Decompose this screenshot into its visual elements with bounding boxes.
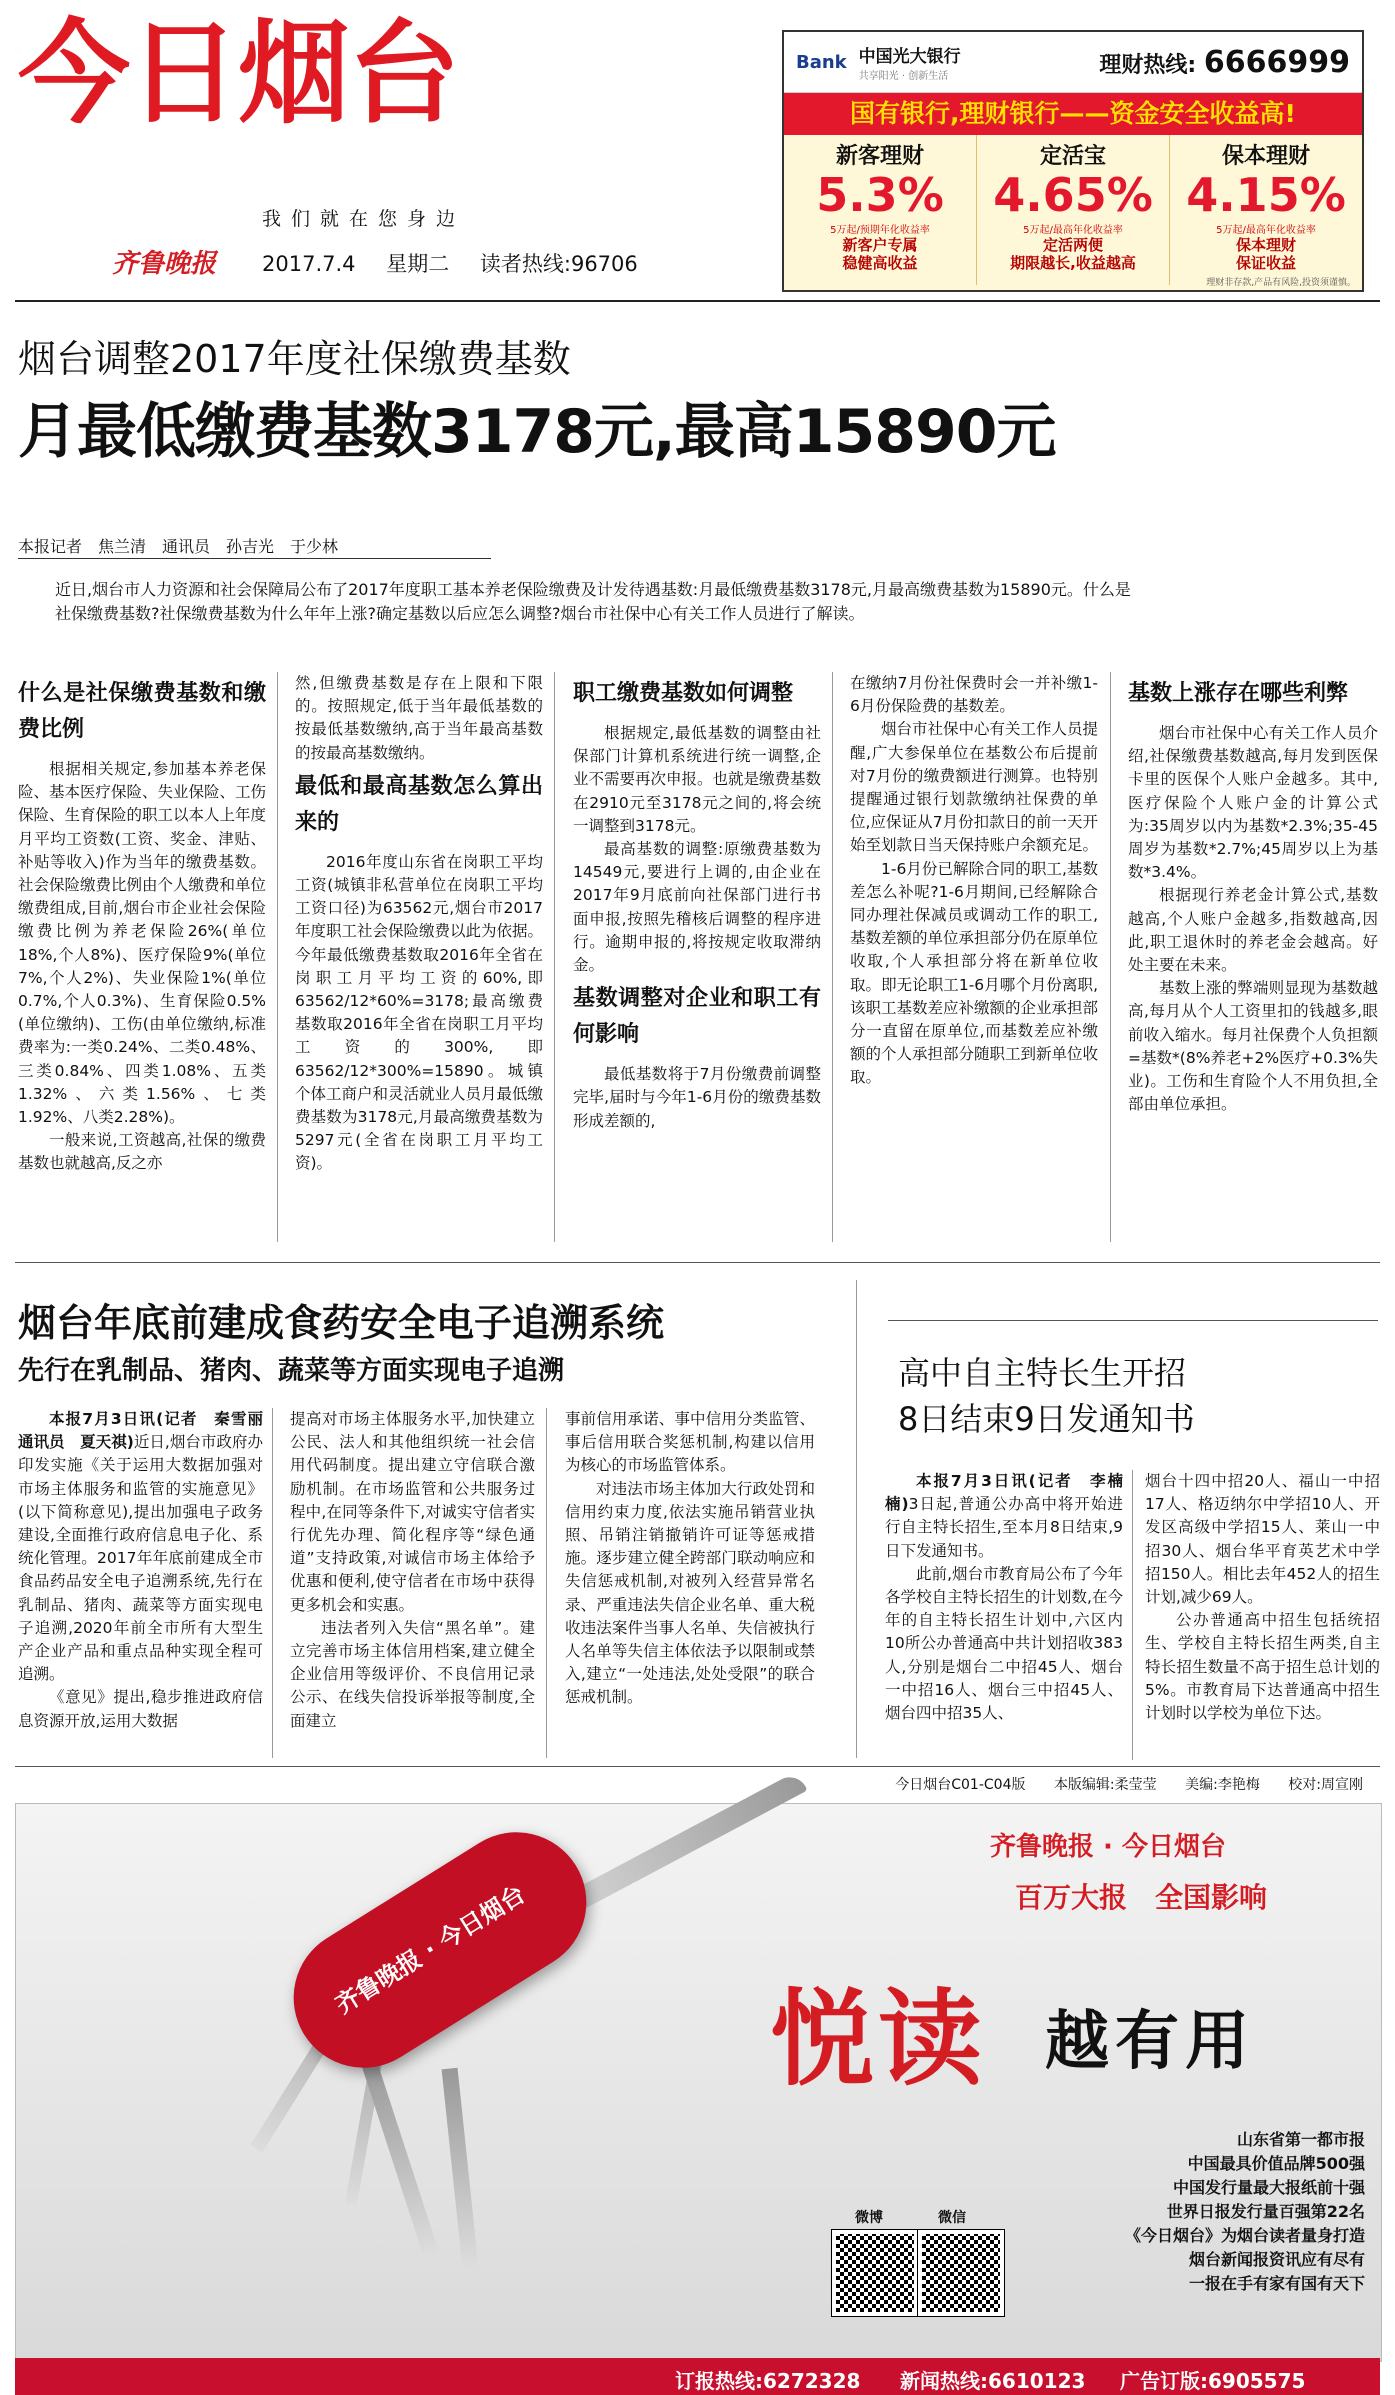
article3-column-2 <box>1145 1470 1380 1725</box>
product-rate: 4.65% <box>993 168 1153 222</box>
promo-headline-2: 越有用 <box>1045 2005 1255 2079</box>
promo-hotline-bar <box>15 2358 1380 2395</box>
product-name: 新客理财 <box>835 144 924 169</box>
section-heading: 什么是社保缴费基数和缴费比例 <box>18 681 266 742</box>
bank-advertisement <box>782 30 1364 292</box>
promo-headline: 悦读 <box>770 1978 987 2100</box>
bank-product <box>784 135 977 285</box>
promo-feature: 烟台新闻报资讯应有尽有 <box>1188 2250 1365 2269</box>
article1-column-3 <box>573 672 821 1133</box>
product-name: 定活宝 <box>1039 144 1106 169</box>
bank-tagline: 共享阳光 · 创新生活 <box>858 71 949 82</box>
article1-column-4 <box>850 672 1098 1090</box>
bank-name: 中国光大银行 <box>858 47 961 67</box>
paragraph: 然,但缴费基数是存在上限和下限的。按照规定,低于当年最低基数的按最低基数缴纳,高于当年最高基数的按最高基数缴纳。 <box>295 674 543 762</box>
paragraph: 根据规定,最低基数的调整由社保部门计算机系统进行统一调整,企业不需要再次申报。也就是缴费基数在2910元至3178元之间的,将会统一调整到3178元。 <box>573 724 822 835</box>
paragraph: 此前,烟台市教育局公布了今年各学校自主特长招生的计划数,在今年的自主特长招生计划中,六区内10所公办普通高中共计划招收383人,分别是烟台二中招45人、烟台一中招16人、烟台三中招45人、烟台四中招35人、 <box>885 1564 1123 1723</box>
article2-column-2 <box>290 1408 535 1733</box>
paper-logo: 齐鲁晚报 <box>112 249 217 279</box>
credit-proof: 校对:周宣刚 <box>1288 1777 1363 1793</box>
dateline <box>262 248 662 278</box>
paragraph: 一般来说,工资越高,社保的缴费基数也就越高,反之亦 <box>18 1131 266 1173</box>
article2-subtitle: 先行在乳制品、猪肉、蔬菜等方面实现电子追溯 <box>18 1356 565 1386</box>
promo-features <box>1060 2128 1365 2296</box>
article3-title-line: 高中自主特长生开招 <box>898 1354 1187 1392</box>
paragraph: 违法者列入失信“黑名单”。建立完善市场主体信用档案,建立健全企业信用等级评价、不良信用记录公示、在线失信投诉举报等制度,全面建立 <box>290 1618 535 1730</box>
page-credits <box>871 1774 1363 1794</box>
bank-banner: 国有银行,理财银行——资金安全收益高! <box>784 93 1362 135</box>
bank-product <box>977 135 1170 285</box>
paragraph: 在缴纳7月份社保费时会一并补缴1-6月份保险费的基数差。 <box>850 674 1098 716</box>
reader-hotline: 读者热线:96706 <box>479 252 638 276</box>
paragraph-text: 近日,烟台市政府办印发实施《关于运用大数据加强对市场主体服务和监管的实施意见》(以下简称意见),提出加强电子政务建设,全面推行政府信息电子化、系统化管理。2017年年底前建成全市食品药品安全电子追溯系统,先行在乳制品、猪肉、蔬菜等方面实现电子追溯,2020年前全市所有大型生产企业产品和重点品种实现全程可追溯。 <box>18 1433 263 1684</box>
column-rule <box>1110 672 1111 1242</box>
promo-feature: 中国发行量最大报纸前十强 <box>1172 2178 1365 2197</box>
section-heading: 基数上涨存在哪些利弊 <box>1128 681 1349 706</box>
product-desc: 保证收益 <box>1235 253 1296 272</box>
bank-header <box>784 32 1362 93</box>
byline-rule <box>18 558 491 559</box>
paragraph: 根据现行养老金计算公式,基数越高,个人账户金越多,指数越高,因此,职工退休时的养老金会越高。好处主要在未来。 <box>1128 886 1378 975</box>
article1-lead <box>55 578 1140 626</box>
article1-kicker: 烟台调整2017年度社保缴费基数 <box>18 337 571 381</box>
promo-slogan: 百万大报 全国影响 <box>1015 1881 1268 1914</box>
knife-text: 齐鲁晚报 · 今日烟台 <box>330 1880 531 2020</box>
article2-title: 烟台年底前建成食药安全电子追溯系统 <box>18 1301 665 1345</box>
bank-hotline-number: 6666999 <box>1203 44 1350 80</box>
promo-feature: 中国最具价值品牌500强 <box>1187 2154 1365 2173</box>
product-desc: 保本理财 <box>1235 235 1296 254</box>
promo-logo: 齐鲁晚报 · 今日烟台 <box>990 1832 1226 1862</box>
credit-art: 美编:李艳梅 <box>1185 1777 1260 1793</box>
paragraph: 最高基数的调整:原缴费基数为14549元,要进行上调的,由企业在2017年9月底前向社保部门进行书面申报,按照先稽核后调整的程序进行。逾期申报的,将按规定收取滞纳金。 <box>573 840 821 975</box>
paragraph <box>885 1470 1123 1563</box>
product-desc: 定活两便 <box>1042 235 1103 254</box>
promo-feature: 《今日烟台》为烟台读者量身打造 <box>1124 2226 1365 2245</box>
issue-date: 2017.7.4 <box>262 252 356 276</box>
article3-title-line: 8日结束9日发通知书 <box>898 1400 1195 1438</box>
section-divider <box>15 1262 1380 1263</box>
article2-column-3 <box>565 1408 815 1710</box>
paragraph: 提高对市场主体服务水平,加快建立公民、法人和其他组织统一社会信用代码制度。提出建立守信联合激励机制。在市场监管和公共服务过程中,在同等条件下,对诚实守信者实行优先办理、简化程序等“绿色通道”支持政策,对诚信市场主体给予优惠和便利,使守信者在市场中获得更多机会和实惠。 <box>290 1410 535 1614</box>
product-desc: 稳健高收益 <box>842 253 918 272</box>
article1-byline: 本报记者 焦兰清 通讯员 孙吉光 于少林 <box>18 537 339 556</box>
column-rule <box>277 672 278 1242</box>
bank-products <box>784 135 1362 285</box>
weibo-label: 微博 <box>855 2210 883 2226</box>
promo-feature: 一报在手有家有国有天下 <box>1188 2274 1365 2293</box>
column-rule <box>554 672 555 1242</box>
paragraph: 事前信用承诺、事中信用分类监管、事后信用联合奖惩机制,构建以信用为核心的市场监管体系。 <box>565 1410 815 1475</box>
section-heading: 最低和最高基数怎么算出来的 <box>295 773 543 835</box>
article1-column-2 <box>295 672 543 1176</box>
paragraph: 2016年度山东省在岗职工平均工资(城镇非私营单位在岗职工平均工资口径)为63562元,烟台市2017年度职工社会保险缴费以此为依据。今年最低缴费基数取2016年全省在岗职工月平均工资的60%,即63562/12*60%=3178;最高缴费基数取2016年全省在岗职工月平均工资的300%,即63562/12*300%=15890。城镇个体工商户和灵活就业人员月最低缴费基数为3178元,月最高缴费基数为5297元(全省在岗职工月平均工资)。 <box>295 852 544 1173</box>
credits-rule <box>15 1766 1380 1767</box>
product-note: 5万起/最高年化收益率 <box>1023 224 1123 236</box>
masthead-slogan: 我们就在您身边 <box>262 208 466 230</box>
article1-column-1 <box>18 672 266 1176</box>
lead-text: 近日,烟台市人力资源和社会保障局公布了2017年度职工基本养老保险缴费及计发待遇基数:月最低缴费基数3178元,月最高缴费基数为15890元。什么是社保缴费基数?社保缴费基数为什么年年上涨?确定基数以后应怎么调整?烟台市社保中心有关工作人员进行了解读。 <box>55 580 1131 623</box>
bank-hotline-label: 理财热线: <box>1099 52 1197 78</box>
dateline-lead: 本报7月3日讯(记者 秦雪丽 通讯员 夏天祺) <box>18 1410 279 1452</box>
paragraph: 烟台十四中招20人、福山一中招17人、格迈纳尔中学招10人、开发区高级中学招15人、莱山一中招30人、烟台华平育英艺术中学招150人。相比去年452人的招生计划,减少69人。 <box>1145 1472 1380 1607</box>
article3-top-rule <box>888 1320 1378 1321</box>
product-note: 5万起/预期年化收益率 <box>830 224 930 236</box>
product-note: 5万起/最高年化收益率 <box>1216 224 1316 236</box>
masthead-divider <box>15 300 1380 302</box>
paragraph: 基数上涨的弊端则显现为基数越高,每月从个人工资里扣的钱越多,眼前收入缩水。每月社保费个人负担额=基数*(8%养老+2%医疗+0.3%失业)。工伤和生育险个人不用负担,全部由单位承担。 <box>1128 979 1378 1114</box>
subscribe-hotline: 订报热线:6272328 <box>675 2369 861 2393</box>
paragraph: 根据相关规定,参加基本养老保险、基本医疗保险、失业保险、工伤保险、生育保险的职工以本人上年度月平均工资数(工资、奖金、津贴、补贴等收入)作为当年的缴费基数。社会保险缴费比例由个人缴费和单位缴费组成,目前,烟台市企业社会保险缴费比例为养老保险26%(单位18%,个人8%)、医疗保险9%(单位7%,个人2%)、失业保险1%(单位0.7%,个人0.3%)、生育保险0.5%(单位缴纳)、工伤(由单位缴纳,标准费率为:一类0.24%、二类0.48%、三类0.84%、四类1.08%、五类1.32%、六类1.56%、七类1.92%、八类2.28%)。 <box>18 760 267 1127</box>
weixin-qr-code-icon[interactable] <box>918 2230 1004 2316</box>
bank-hotline <box>1099 45 1350 80</box>
bank-disclaimer: 理财非存款,产品有风险,投资须谨慎。 <box>1206 278 1356 288</box>
column-rule <box>546 1408 547 1758</box>
article2-column-1 <box>18 1408 279 1733</box>
bank-logo: Bank <box>796 51 847 73</box>
credit-section: 今日烟台C01-C04版 <box>895 1777 1026 1793</box>
paragraph: 1-6月份已解除合同的职工,基数差怎么补呢?1-6月期间,已经解除合同办理社保减员或调动工作的职工,基数差额的单位承担部分仍在原单位收取,个人承担部分将在新单位收取。即无论职工1-6月哪个月份离职,该职工基数差应补缴额的企业承担部分一直留在原单位,而基数差应补缴额的个人承担部分随职工到新单位收取。 <box>850 859 1099 1087</box>
product-rate: 4.15% <box>1186 168 1346 222</box>
promo-feature: 山东省第一都市报 <box>1236 2130 1365 2149</box>
paragraph: 最低基数将于7月份缴费前调整完毕,届时与今年1-6月份的缴费基数形成差额的, <box>573 1065 821 1130</box>
section-rule <box>856 1280 857 1758</box>
column-rule <box>1132 1470 1133 1760</box>
article3-title <box>898 1350 1195 1442</box>
paragraph: 《意见》提出,稳步推进政府信息资源开放,运用大数据 <box>18 1688 263 1730</box>
product-name: 保本理财 <box>1221 144 1310 169</box>
weixin-label: 微信 <box>938 2210 966 2226</box>
paragraph: 公办普通高中招生包括统招生、学校自主特长招生两类,自主特长招生数量不高于招生总计划的5%。市教育局下达普通高中招生计划时以学校为单位下达。 <box>1145 1611 1380 1723</box>
ads-hotline: 广告订版:6905575 <box>1120 2369 1306 2393</box>
product-desc: 期限越长,收益越高 <box>1010 253 1136 272</box>
article3-column-1 <box>885 1470 1123 1725</box>
section-heading: 职工缴费基数如何调整 <box>573 681 794 706</box>
paragraph <box>18 1408 279 1686</box>
product-desc: 新客户专属 <box>842 235 918 254</box>
paragraph: 烟台市社保中心有关工作人员介绍,社保缴费基数越高,每月发到医保卡里的医保个人账户金越多。其中,医疗保险个人账户金的计算公式为:35周岁以内为基数*2.3%;35-45周岁为基数*2.7%;45周岁以上为基数*3.4%。 <box>1128 724 1378 882</box>
issue-weekday: 星期二 <box>386 252 450 276</box>
paragraph: 对违法市场主体加大行政处罚和信用约束力度,依法实施吊销营业执照、吊销注销撤销许可证等惩戒措施。逐步建立健全跨部门联动响应和失信惩戒机制,对被列入经营异常名录、严重违法失信企业名单、重大税收违法案件当事人名单、失信被执行人名单等失信主体依法予以限制或禁入,建立“一处违法,处处受限”的联合惩戒机制。 <box>565 1479 815 1707</box>
credit-editor: 本版编辑:柔莹莹 <box>1053 1777 1157 1793</box>
news-hotline: 新闻热线:6610123 <box>900 2369 1086 2393</box>
section-heading: 基数调整对企业和职工有何影响 <box>573 986 821 1048</box>
promo-feature: 世界日报发行量百强第22名 <box>1166 2202 1365 2221</box>
paragraph-text: 3日起,普通公办高中将开始进行自主特长招生,至本月8日结束,9日下发通知书。 <box>885 1495 1123 1560</box>
weibo-qr-code-icon[interactable] <box>832 2230 918 2316</box>
dateline-lead: 本报7月3日讯(记者 李楠楠) <box>885 1472 1123 1514</box>
bank-product <box>1170 135 1362 285</box>
article1-column-5 <box>1128 672 1378 1116</box>
paragraph: 烟台市社保中心有关工作人员提醒,广大参保单位在基数公布后提前对7月份的缴费额进行测算。也特别提醒通过银行划款缴纳社保费的单位,应保证从7月份扣款日的前一天开始至划款日当天保持账户余额充足。 <box>850 720 1099 855</box>
column-rule <box>272 1408 273 1758</box>
column-rule <box>832 672 833 1242</box>
masthead-title: 今日烟台 <box>18 9 458 139</box>
article1-headline: 月最低缴费基数3178元,最高15890元 <box>18 397 1056 467</box>
product-rate: 5.3% <box>816 168 944 222</box>
